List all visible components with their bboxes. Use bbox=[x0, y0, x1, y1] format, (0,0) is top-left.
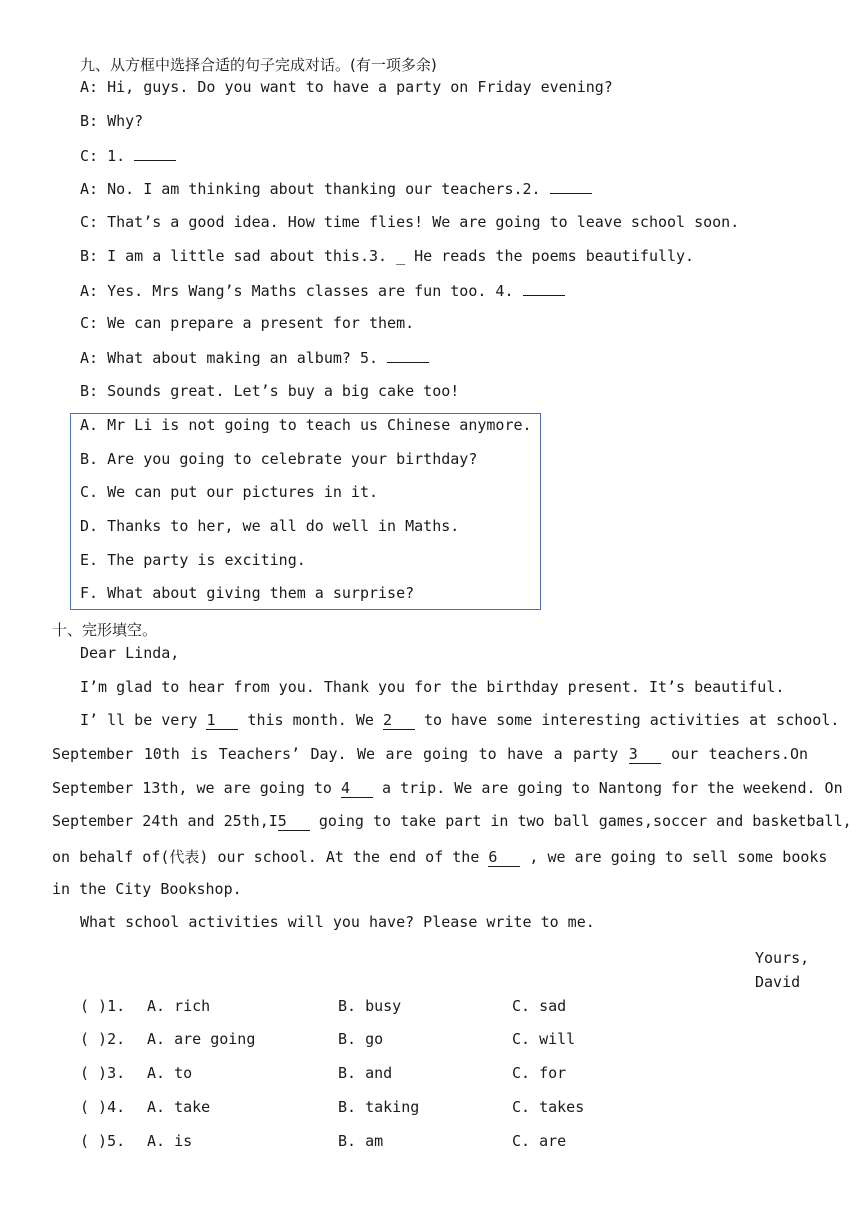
letter-closing: Yours, bbox=[755, 949, 810, 967]
letter-line bbox=[80, 711, 840, 730]
dialogue-text: C: 1. bbox=[80, 147, 135, 165]
letter-line bbox=[52, 812, 852, 831]
letter-signature: David bbox=[755, 973, 801, 991]
dialogue-line: B: Sounds great. Let’s buy a big cake too! bbox=[80, 382, 460, 400]
text-span: September 10th is Teachers’ Day. We are going to have a party bbox=[52, 745, 619, 763]
options-box bbox=[70, 413, 541, 610]
question-number[interactable]: ( )4. bbox=[80, 1098, 126, 1116]
text-span: our teachers.On bbox=[671, 745, 809, 763]
cloze-blank-3[interactable]: 3 bbox=[629, 745, 661, 764]
dialogue-line: B: Why? bbox=[80, 112, 144, 130]
dialogue-line bbox=[80, 179, 592, 198]
dialogue-line: C: We can prepare a present for them. bbox=[80, 314, 415, 332]
question-number[interactable]: ( )3. bbox=[80, 1064, 126, 1082]
text-span: September 24th and 25th,I bbox=[52, 812, 278, 830]
choice-b[interactable]: B. taking bbox=[338, 1098, 420, 1116]
cloze-blank-5[interactable]: 5 bbox=[278, 812, 310, 831]
dialogue-text: A: What about making an album? 5. bbox=[80, 349, 388, 367]
choice-c[interactable]: C. are bbox=[512, 1132, 567, 1150]
choice-b[interactable]: B. go bbox=[338, 1030, 384, 1048]
dialogue-text: A: Yes. Mrs Wang’s Maths classes are fun too. 4. bbox=[80, 282, 523, 300]
answer-blank-1[interactable] bbox=[134, 146, 176, 161]
dialogue-line: B: I am a little sad about this.3. _ He reads the poems beautifully. bbox=[80, 247, 695, 265]
option-e: E. The party is exciting. bbox=[80, 551, 306, 569]
option-c: C. We can put our pictures in it. bbox=[80, 483, 379, 501]
choice-c[interactable]: C. will bbox=[512, 1030, 576, 1048]
answer-blank-5[interactable] bbox=[387, 348, 429, 363]
dialogue-line: A: Hi, guys. Do you want to have a party on Friday evening? bbox=[80, 78, 613, 96]
dialogue-line: C: That’s a good idea. How time flies! We are going to leave school soon. bbox=[80, 213, 740, 231]
choice-a[interactable]: A. take bbox=[147, 1098, 211, 1116]
choice-a[interactable]: A. is bbox=[147, 1132, 193, 1150]
answer-blank-4[interactable] bbox=[523, 281, 565, 296]
option-a: A. Mr Li is not going to teach us Chinese anymore. bbox=[80, 416, 532, 434]
letter-line bbox=[52, 846, 828, 867]
text-span: to have some interesting activities at school. bbox=[423, 711, 840, 729]
cloze-blank-4[interactable]: 4 bbox=[341, 779, 373, 798]
choice-a[interactable]: A. rich bbox=[147, 997, 211, 1015]
text-span: going to take part in two ball games,soccer and basketball, bbox=[318, 812, 852, 830]
question-number[interactable]: ( )5. bbox=[80, 1132, 126, 1150]
cloze-blank-2[interactable]: 2 bbox=[383, 711, 415, 730]
question-number[interactable]: ( )1. bbox=[80, 997, 126, 1015]
choice-a[interactable]: A. to bbox=[147, 1064, 193, 1082]
section-9-title: 九、从方框中选择合适的句子完成对话。(有一项多余) bbox=[80, 56, 437, 74]
choice-b[interactable]: B. and bbox=[338, 1064, 393, 1082]
text-span: I’ ll be very bbox=[80, 711, 198, 729]
dialogue-line bbox=[80, 146, 176, 165]
text-span: a trip. We are going to Nantong for the weekend. On bbox=[382, 779, 843, 797]
option-d: D. Thanks to her, we all do well in Maths. bbox=[80, 517, 460, 535]
cloze-blank-1[interactable]: 1 bbox=[206, 711, 238, 730]
letter-line: in the City Bookshop. bbox=[52, 880, 242, 898]
text-span: September 13th, we are going to bbox=[52, 779, 332, 797]
choice-b[interactable]: B. busy bbox=[338, 997, 402, 1015]
choice-c[interactable]: C. for bbox=[512, 1064, 567, 1082]
choice-a[interactable]: A. are going bbox=[147, 1030, 256, 1048]
letter-greeting: Dear Linda, bbox=[80, 644, 180, 662]
question-number[interactable]: ( )2. bbox=[80, 1030, 126, 1048]
choice-c[interactable]: C. takes bbox=[512, 1098, 585, 1116]
letter-line bbox=[52, 745, 808, 764]
cloze-blank-6[interactable]: 6 bbox=[488, 848, 520, 867]
text-span: , we are going to sell some books bbox=[529, 848, 828, 866]
section-10-title: 十、完形填空。 bbox=[52, 621, 158, 639]
option-f: F. What about giving them a surprise? bbox=[80, 584, 415, 602]
dialogue-text: A: No. I am thinking about thanking our teachers.2. bbox=[80, 180, 550, 198]
letter-paragraph-3: What school activities will you have? Please write to me. bbox=[80, 913, 595, 931]
choice-b[interactable]: B. am bbox=[338, 1132, 384, 1150]
dialogue-line bbox=[80, 348, 429, 367]
text-span: this month. We bbox=[247, 711, 374, 729]
choice-c[interactable]: C. sad bbox=[512, 997, 567, 1015]
letter-line bbox=[52, 779, 843, 798]
letter-paragraph-1: I’m glad to hear from you. Thank you for the birthday present. It’s beautiful. bbox=[80, 678, 785, 696]
dialogue-line bbox=[80, 281, 565, 300]
answer-blank-2[interactable] bbox=[550, 179, 592, 194]
text-span: on behalf of(代表) our school. At the end of the bbox=[52, 848, 480, 866]
option-b: B. Are you going to celebrate your birthday? bbox=[80, 450, 478, 468]
